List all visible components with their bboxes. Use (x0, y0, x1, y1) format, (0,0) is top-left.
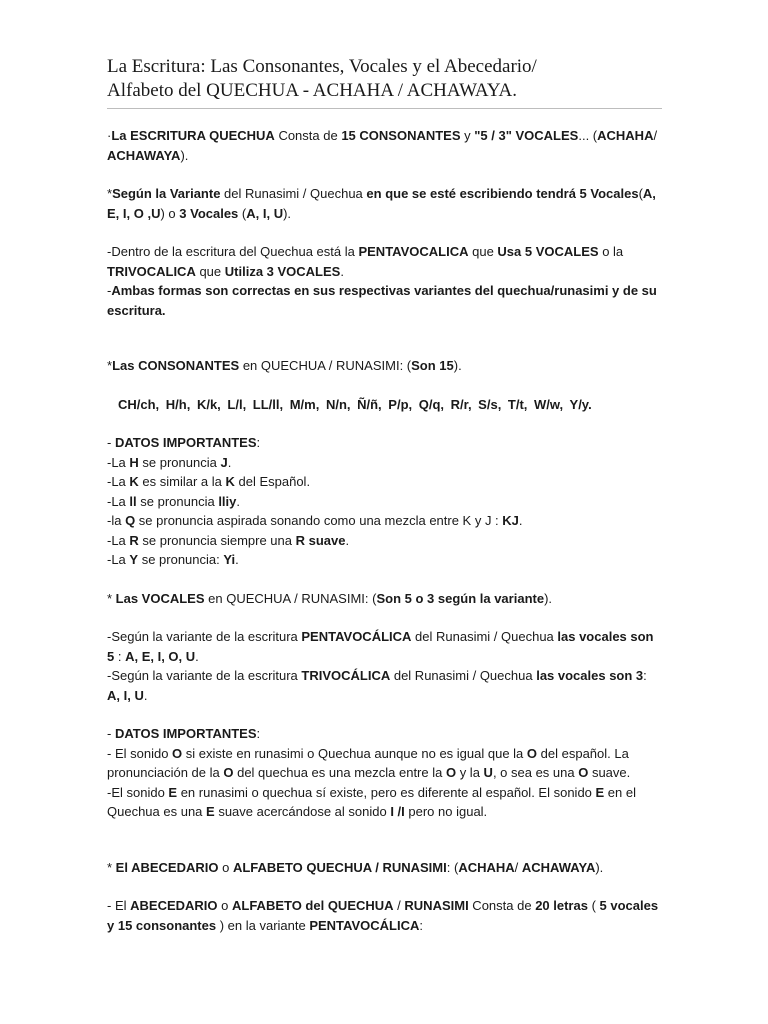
text: . (143, 687, 148, 703)
paragraph-ambas-formas (107, 281, 662, 320)
heading-vocales (107, 589, 662, 609)
text-bold: O (223, 765, 234, 780)
dato-sonido-e (107, 783, 662, 822)
text-bold: H (129, 454, 139, 470)
text: -La (107, 532, 130, 548)
dato-y (107, 550, 662, 570)
text-bold: ALFABETO QUECHUA / RUNASIMI (232, 859, 447, 875)
text: : (643, 668, 647, 683)
heading-abecedario (107, 858, 662, 878)
text: que (195, 263, 225, 279)
text: se pronuncia siempre una (138, 532, 296, 548)
text-bold: ALFABETO del QUECHUA (232, 898, 394, 913)
text: : (419, 917, 423, 933)
text-bold: K (129, 474, 139, 489)
dato-h (107, 453, 662, 473)
text-bold: Son 5 o 3 según la variante (376, 590, 545, 606)
text-bold: Las CONSONANTES (112, 358, 240, 373)
text: : (256, 435, 261, 450)
title-line-2: Alfabeto del QUECHUA - ACHAHA / ACHAWAYA. (107, 80, 517, 101)
text: se pronuncia: (138, 552, 224, 567)
page-title (107, 55, 667, 103)
consonant-list: CH/ch, H/h, K/k, L/l, LL/ll, M/m, N/n, Ñ/ñ, P/p, Q/q, R/r, S/s, T/t, W/w, Y/y. (118, 396, 592, 412)
text-bold: R suave (295, 532, 346, 548)
paragraph-vocales-trivocalica (107, 666, 662, 705)
text: * (107, 186, 113, 201)
text-bold: E (206, 804, 215, 819)
text: ). (283, 205, 292, 221)
text: -La (107, 552, 130, 567)
text-bold: E (168, 784, 178, 800)
text: / (653, 128, 658, 143)
text: ) o (160, 205, 180, 221)
text: ). (595, 859, 604, 875)
text: se pronuncia (136, 493, 219, 509)
heading-consonantes (107, 356, 662, 376)
text-bold: ACHAHA (458, 859, 515, 875)
text-bold: PENTAVOCÁLICA (309, 917, 420, 933)
dato-sonido-o (107, 744, 662, 783)
text-bold: O (526, 745, 538, 761)
text: -La (107, 474, 130, 489)
text: : (256, 726, 261, 741)
text-bold: ACHAWAYA (521, 859, 596, 875)
text-bold: A, E, I, O, U (125, 648, 196, 664)
text: o (217, 898, 232, 913)
text: -Según la variante de la escritura (107, 668, 302, 683)
text-bold: ACHAHA (597, 128, 654, 143)
text: / (393, 898, 405, 913)
text-bold: PENTAVOCÁLICA (301, 629, 412, 644)
text-bold: ll (129, 493, 137, 509)
text: o (218, 859, 233, 875)
text: ). (544, 590, 553, 606)
text: Consta de (468, 898, 536, 913)
text: - El sonido (107, 745, 173, 761)
paragraph-abecedario-20-letras (107, 896, 662, 935)
text: -La (107, 454, 130, 470)
text-bold: O (172, 745, 183, 761)
dato-q (107, 511, 662, 531)
text: · (107, 128, 112, 143)
document-body (107, 126, 662, 935)
text: ( (238, 205, 247, 221)
text: ) en la variante (216, 917, 310, 933)
text: que (468, 244, 498, 259)
text-bold: 3 Vocales (179, 205, 239, 221)
text: . (227, 454, 232, 470)
text: : ( (446, 859, 459, 875)
text: . (236, 493, 241, 509)
text: es similar a la (138, 474, 226, 489)
text-bold: I /I (390, 804, 405, 819)
text-bold: "5 / 3" VOCALES (474, 128, 579, 143)
title-divider (107, 108, 662, 109)
text-bold: R (129, 532, 139, 548)
text: o la (598, 244, 624, 259)
text: ( (638, 186, 643, 201)
text: en runasimi o quechua sí existe, pero es diferente al español. El sonido (177, 784, 596, 800)
text: -la (107, 513, 126, 528)
text: pero no igual. (404, 804, 488, 819)
paragraph-pentavocalica (107, 242, 662, 281)
text: -Según la variante de la escritura (107, 629, 302, 644)
text: * (107, 590, 116, 606)
text-bold: A, I, U (107, 687, 144, 703)
text: del Runasimi / Quechua (220, 186, 367, 201)
text-bold: El ABECEDARIO (115, 859, 219, 875)
text-bold: KJ (502, 513, 519, 528)
text: ... ( (578, 128, 598, 143)
text: del Español. (234, 474, 311, 489)
text: en QUECHUA / RUNASIMI: ( (204, 590, 377, 606)
datos-importantes-heading-2 (107, 724, 662, 744)
text: se pronuncia (138, 454, 221, 470)
text-bold: TRIVOCÁLICA (301, 668, 391, 683)
dato-r (107, 531, 662, 551)
text-bold: las vocales son 5 (107, 629, 654, 664)
paragraph-variante (107, 184, 662, 223)
text-bold: PENTAVOCALICA (358, 244, 469, 259)
text-bold: ABECEDARIO (130, 898, 218, 913)
text-bold: 5 vocales y 15 consonantes (107, 898, 659, 933)
text-bold: Q (125, 513, 136, 528)
text-bold: Utiliza 3 VOCALES (224, 263, 341, 279)
text: ). (180, 147, 189, 163)
text: -Dentro de la escritura del Quechua está la (107, 244, 359, 259)
text-bold: A, E, I, O ,U (107, 186, 656, 221)
text-bold: 20 letras (535, 898, 588, 913)
text-bold: Son 15 (411, 358, 454, 373)
text: . (195, 648, 199, 664)
text-bold: en que se esté escribiendo tendrá 5 Vocales (366, 186, 639, 201)
text-bold: O (445, 765, 457, 780)
text-bold: O (578, 765, 589, 780)
text: - El (107, 898, 131, 913)
text: . (345, 532, 350, 548)
text: - (107, 726, 115, 741)
text: y la (456, 765, 484, 780)
dato-ll (107, 492, 662, 512)
text: y (460, 128, 475, 143)
text: . (518, 513, 523, 528)
text-bold: Según la Variante (112, 186, 221, 201)
text: en QUECHUA / RUNASIMI: ( (239, 358, 412, 373)
text-bold: ACHAWAYA (107, 147, 181, 163)
text: . (340, 263, 344, 279)
text-bold: RUNASIMI (404, 898, 469, 913)
text-bold: Y (129, 552, 139, 567)
text-bold: 15 CONSONANTES (341, 128, 461, 143)
text: del Runasimi / Quechua (411, 629, 558, 644)
text: ( (587, 898, 600, 913)
text-bold: U (483, 765, 493, 780)
text-bold: E (595, 784, 605, 800)
text: si existe en runasimi o Quechua aunque no es igual que la (182, 745, 527, 761)
text: * (107, 358, 113, 373)
text-bold: Usa 5 VOCALES (497, 244, 599, 259)
text: * (107, 859, 116, 875)
text: : (114, 648, 126, 664)
text-bold: DATOS IMPORTANTES (114, 726, 257, 741)
text-bold: Yi (223, 552, 236, 567)
text: del Runasimi / Quechua (390, 668, 537, 683)
text-bold: las vocales son 3 (536, 668, 644, 683)
paragraph-escritura (107, 126, 662, 165)
text-bold: K (225, 474, 235, 489)
text: - (107, 283, 112, 298)
text-bold: J (220, 454, 228, 470)
text-bold: La ESCRITURA QUECHUA (111, 128, 275, 143)
paragraph-vocales-pentavocalica (107, 627, 662, 666)
text: del español. La pronunciación de la (107, 745, 629, 780)
text: -El sonido (107, 784, 169, 800)
text-bold: lliy (218, 493, 237, 509)
text-bold: Ambas formas son correctas en sus respectivas variantes del quechua/runasimi y de su escritura. (107, 283, 657, 318)
text: -La (107, 493, 130, 509)
text: Consta de (274, 128, 342, 143)
text-bold: A, I, U (246, 205, 284, 221)
text: , o sea es una (492, 765, 579, 780)
text: se pronuncia aspirada sonando como una mezcla entre K y J : (135, 513, 503, 528)
text-bold: TRIVOCALICA (107, 263, 196, 279)
text: - (107, 435, 115, 450)
title-line-1: La Escritura: Las Consonantes, Vocales y el Abecedario/ (107, 56, 537, 77)
text: . (235, 552, 239, 567)
text: ). (453, 358, 462, 373)
text-bold: DATOS IMPORTANTES (114, 435, 257, 450)
text: suave acercándose al sonido (214, 804, 391, 819)
text: / (514, 859, 522, 875)
text: suave. (588, 765, 631, 780)
text-bold: Las VOCALES (115, 590, 205, 606)
dato-k (107, 472, 662, 492)
text: del quechua es una mezcla entre la (233, 765, 446, 780)
text: en el Quechua es una (107, 784, 636, 819)
datos-importantes-heading-1 (107, 433, 662, 453)
